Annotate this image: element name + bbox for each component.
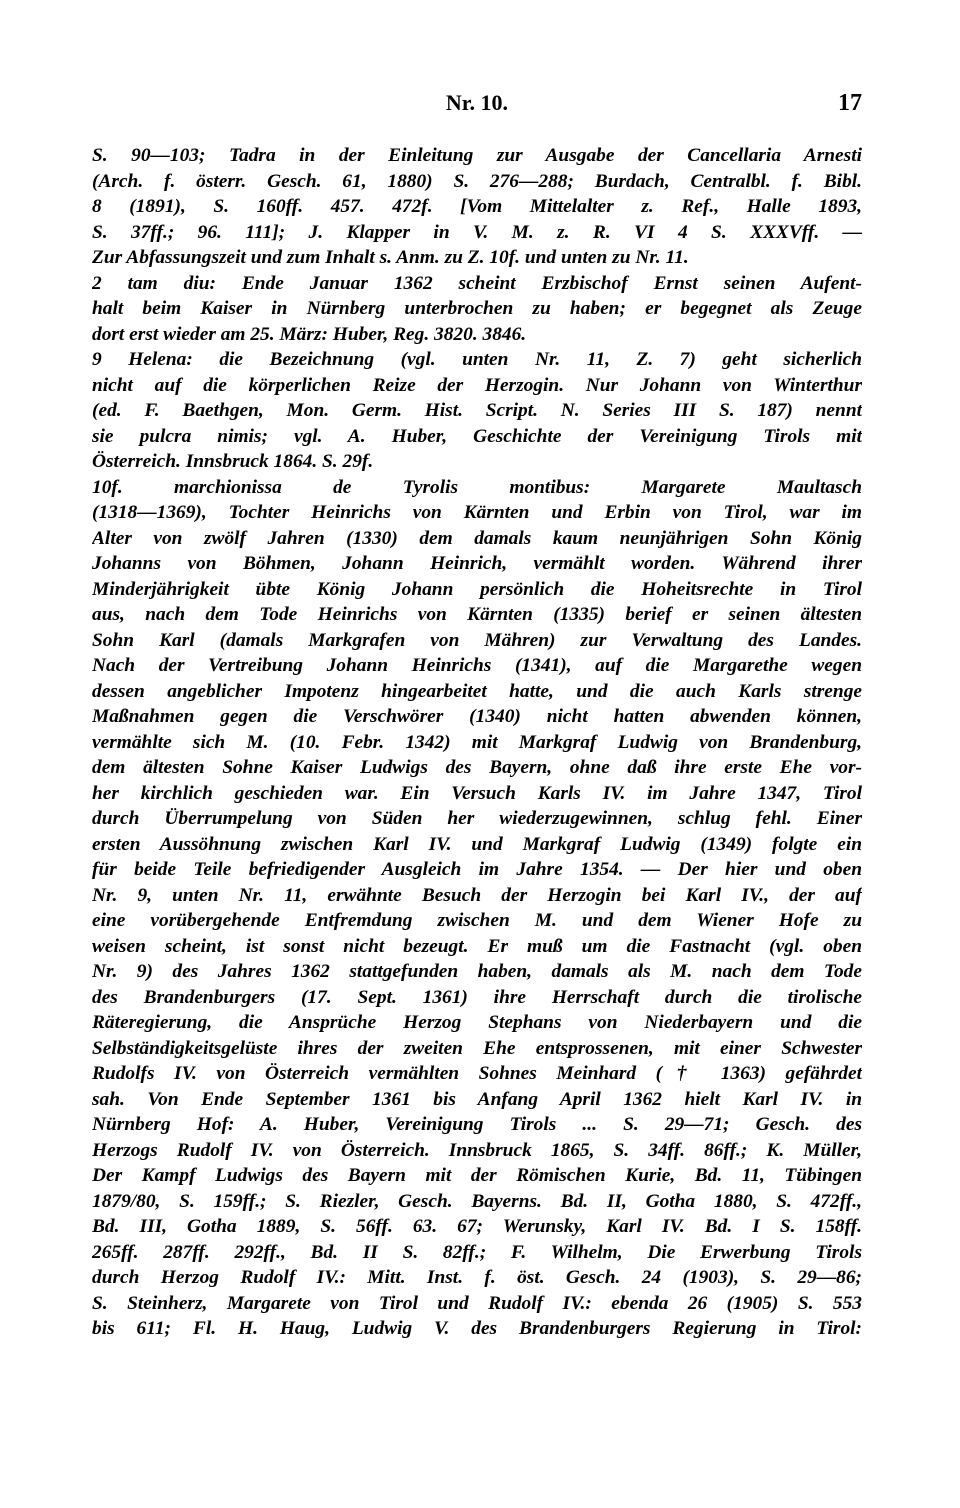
commentary-text [92, 143, 862, 1342]
text-line: 10f. marchionissa de Tyrolis montibus: Margarete Maultasch [92, 476, 862, 498]
text-line: durch Überrumpelung von Süden her wiederzugewinnen, schlug fehl. Einer [92, 808, 862, 829]
text-line: weisen scheint, ist sonst nicht bezeugt. Er muß um die Fastnacht (vgl. oben [92, 935, 862, 957]
page-header [92, 90, 862, 120]
text-line: für beide Teile befriedigender Ausgleich im Jahre 1354. — Der hier und oben [92, 859, 862, 880]
text-line: dort erst wieder am 25. März: Huber, Reg. 3820. 3846. [92, 323, 527, 345]
text-line: S. 90—103; Tadra in der Einleitung zur Ausgabe der Cancellaria Arnesti [92, 145, 862, 166]
text-line: vermählte sich M. (10. Febr. 1342) mit Markgraf Ludwig von Brandenburg, [92, 731, 862, 753]
text-line: Maßnahmen gegen die Verschwörer (1340) nicht hatten abwenden können, [92, 706, 862, 727]
text-line: 2 tam diu: Ende Januar 1362 scheint Erzbischof Ernst seinen Aufent- [92, 272, 862, 294]
text-line: dessen angeblicher Impotenz hingearbeitet hatte, und die auch Karls strenge [92, 680, 862, 702]
text-line: S. Steinherz, Margarete von Tirol und Rudolf IV.: ebenda 26 (1905) S. 553 [92, 1292, 862, 1314]
text-line: des Brandenburgers (17. Sept. 1361) ihre Herrschaft durch die tirolische [92, 986, 862, 1008]
text-line: Österreich. Innsbruck 1864. S. 29f. [92, 451, 374, 472]
text-line: nicht auf die körperlichen Reize der Herzogin. Nur Johann von Winterthur [92, 374, 862, 396]
text-line: 1879/80, S. 159ff.; S. Riezler, Gesch. Bayerns. Bd. II, Gotha 1880, S. 472ff., [92, 1190, 862, 1212]
text-line: Bd. III, Gotha 1889, S. 56ff. 63. 67; Werunsky, Karl IV. Bd. I S. 158ff. [92, 1216, 862, 1237]
text-line: bis 611; Fl. H. Haug, Ludwig V. des Brandenburgers Regierung in Tirol: [92, 1318, 862, 1339]
text-line: Rudolfs IV. von Österreich vermählten Sohnes Meinhard († 1363) gefährdet [92, 1063, 862, 1084]
text-line: sah. Von Ende September 1361 bis Anfang April 1362 hielt Karl IV. in [92, 1088, 862, 1110]
text-line: her kirchlich geschieden war. Ein Versuch Karls IV. im Jahre 1347, Tirol [92, 782, 862, 804]
text-line: Nr. 9, unten Nr. 11, erwähnte Besuch der Herzogin bei Karl IV., der auf [92, 884, 862, 906]
text-line: Nr. 9) des Jahres 1362 stattgefunden haben, damals als M. nach dem Tode [92, 961, 862, 982]
text-line: durch Herzog Rudolf IV.: Mitt. Inst. f. öst. Gesch. 24 (1903), S. 29—86; [92, 1267, 862, 1288]
page-number: 17 [838, 90, 862, 116]
text-line: Minderjährigkeit übte König Johann persönlich die Hoheitsrechte in Tirol [92, 578, 862, 600]
text-line: Nürnberg Hof: A. Huber, Vereinigung Tirols ... S. 29—71; Gesch. des [92, 1114, 862, 1135]
text-line: Nach der Vertreibung Johann Heinrichs (1341), auf die Margarethe wegen [92, 655, 862, 676]
text-line: dem ältesten Sohne Kaiser Ludwigs des Bayern, ohne daß ihre erste Ehe vor- [92, 757, 862, 778]
text-line: Sohn Karl (damals Markgrafen von Mähren) zur Verwaltung des Landes. [92, 629, 862, 651]
text-line: (Arch. f. österr. Gesch. 61, 1880) S. 276—288; Burdach, Centralbl. f. Bibl. [92, 170, 862, 192]
text-line: aus, nach dem Tode Heinrichs von Kärnten (1335) berief er seinen ältesten [92, 604, 862, 625]
text-line: Der Kampf Ludwigs des Bayern mit der Römischen Kurie, Bd. 11, Tübingen [92, 1165, 862, 1186]
text-line: Herzogs Rudolf IV. von Österreich. Innsbruck 1865, S. 34ff. 86ff.; K. Müller, [92, 1139, 862, 1161]
text-line: 265ff. 287ff. 292ff., Bd. II S. 82ff.; F. Wilhelm, Die Erwerbung Tirols [92, 1241, 862, 1263]
text-line: 8 (1891), S. 160ff. 457. 472f. [Vom Mittelalter z. Ref., Halle 1893, [92, 196, 862, 217]
text-line: Zur Abfassungszeit und zum Inhalt s. Anm. zu Z. 10f. und unten zu Nr. 11. [92, 247, 689, 268]
text-line: (1318—1369), Tochter Heinrichs von Kärnten und Erbin von Tirol, war im [92, 502, 862, 523]
text-line: ersten Aussöhnung zwischen Karl IV. und Markgraf Ludwig (1349) folgte ein [92, 833, 862, 855]
text-line: Johanns von Böhmen, Johann Heinrich, vermählt worden. Während ihrer [92, 553, 862, 574]
text-line: eine vorübergehende Entfremdung zwischen M. und dem Wiener Hofe zu [92, 910, 862, 931]
text-line: sie pulcra nimis; vgl. A. Huber, Geschichte der Vereinigung Tirols mit [92, 425, 862, 447]
text-line: Räteregierung, die Ansprüche Herzog Stephans von Niederbayern und die [92, 1012, 862, 1033]
document-number: Nr. 10. [445, 90, 509, 115]
text-line: (ed. F. Baethgen, Mon. Germ. Hist. Script. N. Series III S. 187) nennt [92, 400, 862, 421]
text-line: Selbständigkeitsgelüste ihres der zweiten Ehe entsprossenen, mit einer Schwester [92, 1037, 862, 1059]
text-line: 9 Helena: die Bezeichnung (vgl. unten Nr. 11, Z. 7) geht sicherlich [92, 349, 862, 370]
text-line: Alter von zwölf Jahren (1330) dem damals kaum neunjährigen Sohn König [92, 527, 862, 549]
text-line: S. 37ff.; 96. 111]; J. Klapper in V. M. z. R. VI 4 S. XXXVff. — [92, 221, 862, 243]
text-line: halt beim Kaiser in Nürnberg unterbrochen zu haben; er begegnet als Zeuge [92, 298, 862, 319]
